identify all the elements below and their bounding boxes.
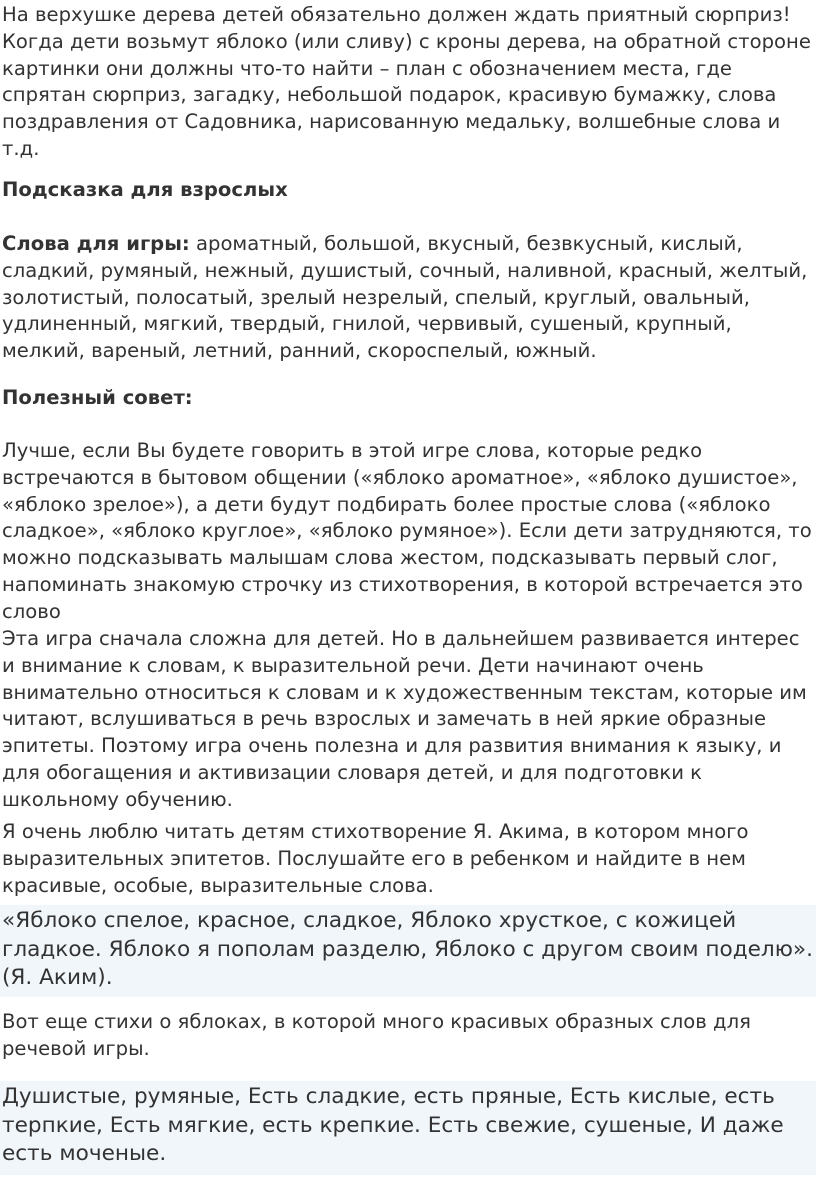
- intro-paragraph: На верхушке дерева детей обязательно должен ждать приятный сюрприз! Когда дети возьмут яблоко (или сливу) с кроны дерева, на обратной стороне картинки они должны что-то найти – план с обозначением места, где спрятан сюрприз, загадку, небольшой подарок, красивую бумажку, слова поздравления от Садовника, нарисованную медальку, волшебные слова и т.д.: [2, 3, 811, 160]
- poem-block: [0, 1081, 816, 1175]
- hint-heading: Подсказка для взрослых: [2, 178, 288, 201]
- poem-text: Душистые, румяные, Есть сладкие, есть пряные, Есть кислые, есть терпкие, Есть мягкие, есть крепкие. Есть свежие, сушеные, И даже есть моченые.: [2, 1084, 784, 1167]
- game-paragraph: Эта игра сначала сложна для детей. Но в дальнейшем развивается интерес и внимание к словам, к выразительной речи. Дети начинают очень внимательно относиться к словам и к художественным текстам, которые им читают, вслушиваться в речь взрослых и замечать в ней яркие образные эпитеты. Поэтому игра очень полезна и для развития внимания к языку, и для обогащения и активизации словаря детей, и для подготовки к школьному обучению.: [2, 627, 807, 811]
- akim-quote: «Яблоко спелое, красное, сладкое, Яблоко хрусткое, с кожицей гладкое. Яблоко я пополам разделю, Яблоко с другом своим поделю». (Я. Аким).: [2, 908, 813, 991]
- akim-intro-paragraph: Я очень люблю читать детям стихотворение Я. Акима, в котором много выразительных эпитетов. Послушайте его в ребенком и найдите в нем красивые, особые, выразительные слова.: [2, 820, 749, 897]
- advice-paragraph: Лучше, если Вы будете говорить в этой игре слова, которые редко встречаются в бытовом общении («яблоко ароматное», «яблоко душистое», «яблоко зрелое»), а дети будут подбирать более простые слова («яблоко сладкое», «яблоко круглое», «яблоко румяное»). Если дети затрудняются, то можно подсказывать малышам слова жестом, подсказывать первый слог, напоминать знакомую строчку из стихотворения, в которой встречается это слово: [2, 439, 812, 623]
- more-poems-paragraph: Вот еще стихи о яблоках, в которой много красивых образных слов для речевой игры.: [2, 1010, 751, 1060]
- advice-heading: Полезный совет:: [2, 386, 193, 409]
- words-text: ароматный, большой, вкусный, безвкусный, кислый, сладкий, румяный, нежный, душистый, сочный, наливной, красный, желтый, золотистый, полосатый, зрелый незрелый, спелый, круглый, овальный, удлиненный, мягкий, твердый, гнилой, червивый, сушеный, крупный, мелкий, вареный, летний, ранний, скороспелый, южный.: [2, 232, 808, 363]
- words-paragraph: [0, 231, 814, 365]
- words-label: Слова для игры:: [2, 232, 190, 255]
- akim-quote-block: [0, 905, 816, 997]
